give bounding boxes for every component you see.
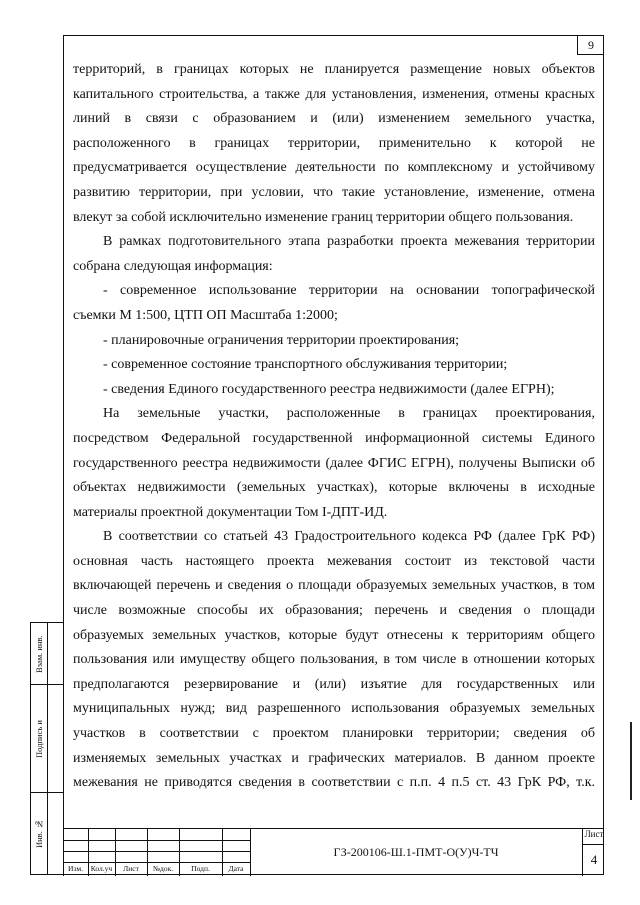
text-line: съемки М 1:500, ЦТП ОП Масштаба 1:2000; (73, 307, 338, 323)
text-line: межевания не приводятся сведения в соответствии с п.п. 4 п.5 ст. 43 ГрК РФ, т.к. (73, 775, 595, 791)
text-line: собрана следующая информация: (73, 258, 273, 274)
text-line: изменяемых земельных участках и графических материалов. В данном проекте (73, 750, 595, 766)
top-page-number: 9 (577, 35, 604, 55)
header-izm: Изм. (68, 864, 83, 873)
text-line: расположенного в границах территории, применительно к которой не (73, 135, 595, 151)
text-line: В рамках подготовительного этапа разработки проекта межевания территории (103, 234, 595, 250)
sheet-label: Лист (584, 829, 604, 839)
text-line: включающей перечень и сведения о площади образуемых земельных участков, в том (73, 578, 595, 594)
header-kol-uch: Кол.уч (90, 864, 113, 873)
title-block (63, 828, 604, 875)
document-body (73, 58, 595, 796)
text-line: капитального строительства, а также для установления, изменения, отмены красных (73, 86, 595, 102)
text-line: - планировочные ограничения территории проектирования; (103, 332, 460, 348)
text-line: участков в соответствии с проектом планировки территории; сведения об (73, 726, 595, 742)
text-line: государственного реестра недвижимости (далее ФГИС ЕГРН), получены Выписки об (73, 455, 595, 471)
text-line: линий в связи с образованием и (или) изменением земельного участка, (73, 111, 595, 127)
text-line: пользования или имуществу общего пользования, в том числе в отношении которых (73, 652, 595, 668)
header-ndok: №док. (152, 864, 174, 873)
text-line: объектах недвижимости (земельных участках), которые включены в исходные (73, 480, 595, 496)
text-line: - сведения Единого государственного реестра недвижимости (далее ЕГРН); (103, 381, 555, 397)
sheet-number: 4 (590, 852, 598, 867)
text-line: образуемых земельных участков, которые будут отнесены к территориям общего (73, 627, 595, 643)
text-line: В соответствии со статьей 43 Градостроительного кодекса РФ (далее ГрК РФ) (103, 529, 595, 545)
text-line: числе возможные способы их образования; перечень и сведения о площади (73, 603, 595, 619)
text-line: - современное состояние транспортного обслуживания территории; (103, 357, 508, 373)
header-list: Лист (123, 864, 139, 873)
text-line: основная часть настоящего проекта межевания состоит из текстовой части (73, 553, 595, 569)
header-data: Дата (228, 864, 244, 873)
text-line: материалы проектной документации Том I-ДПТ-ИД. (73, 504, 388, 520)
scan-edge-mark (630, 722, 632, 800)
document-code: ГЗ-200106-Ш.1-ПМТ-О(У)Ч-ТЧ (333, 845, 499, 859)
text-line: - современное использование территории на основании топографической (103, 283, 595, 299)
text-line: территорий, в границах которых не планируется размещение новых объектов (73, 62, 595, 77)
text-line: влекут за собой исключительно изменение границ территории общего пользования. (73, 209, 574, 225)
text-line: развитию территории, при условии, что такие установление, изменение, отмена (73, 184, 595, 200)
text-line: посредством Федеральной государственной информационной системы Единого (73, 430, 595, 446)
text-line: На земельные участки, расположенные в границах проектирования, (103, 406, 595, 422)
vzam-inv-label: Взам. инв. (34, 635, 44, 673)
title-block-line (582, 829, 583, 876)
text-line: предполагаются резервирование и (или) изъятие для государственных или (73, 676, 595, 692)
inv-no-label: Инв. № (34, 819, 44, 848)
podpis-label: Подпись и (34, 720, 44, 758)
text-line: муниципальных нужд; вид разрешенного использования образуемых земельных (73, 701, 595, 717)
text-line: предусматривается осуществление деятельности по комплексному и устойчивому (73, 160, 595, 176)
header-podp: Подп. (191, 864, 210, 873)
side-stamp (30, 622, 64, 875)
